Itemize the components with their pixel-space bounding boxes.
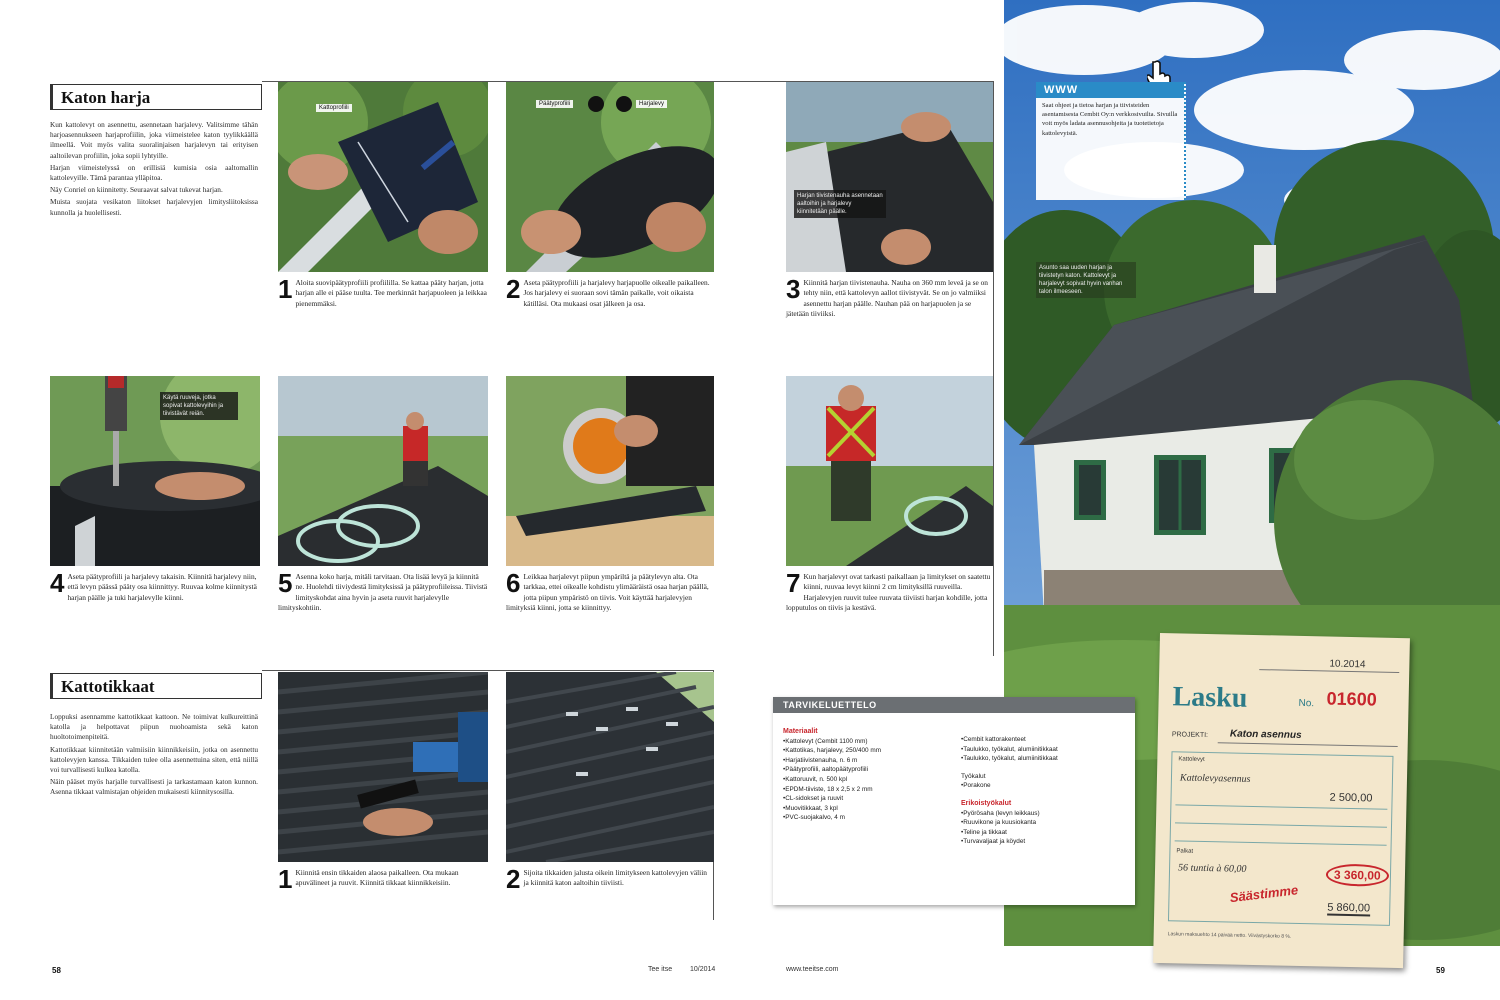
page-number-left: 58 [52, 966, 61, 975]
row-rule [1175, 840, 1387, 845]
section-title-ridge: Katon harja [50, 84, 262, 110]
special-tools-heading: Erikoistyökalut [961, 799, 1012, 807]
photo-step-3 [786, 82, 993, 272]
date-rule [1259, 669, 1399, 673]
ladder-intro [50, 712, 258, 912]
photo-step-6 [506, 376, 714, 566]
section-title-ladder: Kattotikkaat [50, 673, 262, 699]
step-number: 6 [506, 568, 521, 598]
step-text: Aseta päätyprofiili ja harjalevy takaisin. Kiinnitä harjalevy niin, että levyn päässä pääty osa kiinnittyy. Ruuvaa kolme kiinnitystä harjan päälle ja tuki harjalevylle kiinni. [67, 572, 257, 602]
step-number: 5 [278, 568, 293, 598]
material-item: • Kattolevyt (Cembit 1100 mm) [783, 737, 953, 747]
photo-step-2 [506, 82, 714, 272]
step-text: Asenna koko harja, mitäli tarvitaan. Ota lisää levyä ja kiinnitä ne. Huolehdi tiiviydestä limityksissä ja päätyprofiileissa. Tiivistä limityskohdat aina hyvin ja aseta ruuvit harjalevylle limityskohtiin. [278, 572, 488, 613]
label-p4: Käytä ruuveja, jotka sopivat kattolevyihin ja tiivistävät reiän. [160, 392, 238, 420]
row1-amount: 2 500,00 [1329, 791, 1373, 805]
step-text: Aloita suovipäätyprofiili profiililla. Se kattaa pääty harjan, jotta harjan alle ei pääse tuulta. Tee merkinnät harjapuoleen ja leikkaa pienemmäksi. [295, 278, 487, 308]
ridge-intro-p1: Kun kattolevyt on asennettu, asennetaan harjalevy. Valitsimme tähän harjoasennukseen harjaprofiilin, joka viimeistelee katon tyylikkäällä ilmeellä. Voit myös valita suoralinjaisen harjalevyn tai erityisen aaltoilevan profiilin, joka sopii lyhtyille. [50, 120, 258, 160]
photo-ladder-2 [506, 672, 714, 862]
ridge-intro-p3: Näy Conriel on kiinnitetty. Seuraavat salvat tukevat harjan. [50, 185, 223, 195]
row-rule [1175, 804, 1387, 809]
invoice-card [1153, 633, 1410, 968]
material-item: • Päätyprofiili, aaltopäätyprofiili [783, 765, 953, 775]
material-item: • PVC-suojakalvo, 4 m [783, 813, 953, 823]
invoice-number: 01600 [1326, 688, 1377, 710]
tools-list-box [773, 697, 1135, 905]
label-p3: Harjan tiivistenauha asennetaan aaltoihin ja harjalevy kiinnitetään päälle. [794, 190, 886, 218]
project-rule [1218, 742, 1398, 747]
issue-label: 10/2014 [690, 966, 716, 973]
tool-item: • Turvavaljaat ja köydet [961, 837, 1131, 847]
invoice-date: 10.2014 [1329, 658, 1366, 671]
ridge-intro [50, 120, 258, 340]
photo-step-4 [50, 376, 260, 566]
ladder-top-rule [262, 670, 714, 671]
material-item: • EPDM-tiiviste, 18 x 2,5 x 2 mm [783, 785, 953, 795]
step-7-caption [786, 568, 991, 614]
photo-ladder-1 [278, 672, 488, 862]
magazine-name: Tee itse [648, 966, 673, 973]
invoice-title: Lasku [1172, 681, 1248, 714]
step-4-caption [50, 568, 260, 603]
invoice-total: 5 860,00 [1327, 901, 1371, 915]
ladder-intro-p3: Näin pääset myös harjalle turvallisesti ja tarkastamaan katon kunnon. Asenna tikkaat valmistajan ohjeiden mukaisesti kiinnitysosilla. [50, 777, 258, 797]
step-number: 1 [278, 864, 293, 894]
tools-heading: TARVIKELUETTELO [773, 697, 1135, 713]
ladder-step-2-caption [506, 864, 714, 894]
step-number: 1 [278, 274, 293, 304]
step-2-caption [506, 274, 714, 309]
tool-item: • Pyörösaha (levyn leikkaus) [961, 809, 1131, 819]
tools-col-materials [783, 725, 953, 823]
tools-heading-2: Työkalut [961, 772, 986, 780]
material-item: • CL-sidokset ja ruuvit [783, 794, 953, 804]
ridge-intro-p4: Muista suojata vesikaton liitokset harjalevyjen limitysliitoksissa kunnolla ja huolellisesti. [50, 197, 258, 217]
tool-item: • Ruuvikone ja kuusiokanta [961, 818, 1131, 828]
project-label: PROJEKTI: [1171, 731, 1209, 740]
step-1-caption [278, 274, 488, 309]
right-rule [993, 81, 994, 656]
material-item: • Harjatiivistenauha, n. 6 m [783, 756, 953, 766]
tool-item: • Teline ja tikkaat [961, 828, 1131, 838]
row1-desc: Kattolevyasennus [1179, 772, 1251, 785]
step-text: Kun harjalevyt ovat tarkasti paikallaan ja limitykset on saatettu kiinni, ruuvaa levyt kiinni 2 cm limityksillä ruuveilla. Harjalevyjen ruuvit tulee ruuvata tiiviisti harjan kohdille, jotta lopputulos on tiivis ja kestävä. [786, 572, 991, 613]
row2-label: Palkat [1176, 848, 1194, 855]
photo-step-1 [278, 82, 488, 272]
step-text: Kiinnitä ensin tikkaiden alaosa paikalleen. Ota mukaan apuvälineet ja ruuvit. Kiinnitä tikkaat kiinnikkeisiin. [295, 868, 459, 888]
saved-stamp: Säästimme [1228, 882, 1299, 906]
ridge-intro-p2: Harjan viimeistelyssä on erillisiä kumisia osia aaltomallin kattolevyille. Tämä parantaa ylläpitoa. [50, 162, 258, 183]
ladder-intro-p1: Loppuksi asennamme kattotikkaat kattoon. Ne toimivat kulkureittinä katolla ja helpottavat piipun nuohoamista sekä katon huoltotoimenpiteitä. [50, 712, 258, 742]
website-label: www.teeitse.com [786, 966, 839, 973]
house-caption: Asunto saa uuden harjan ja tiivistetyn katon. Kattolevyt ja harjalevyt sopivat hyvin vanhan talon ilmeeseen. [1036, 262, 1136, 298]
invoice-footer: Laskun maksuehto 14 päivää netto. Viivästyskorko 8 %. [1167, 931, 1292, 940]
label-p1: Kattoprofiili [316, 104, 352, 112]
step-text: Sijoita tikkaiden jalusta oikein limitykseen kattolevyjen väliin ja kiinnitä katon aaltoihin tiiviisti. [523, 868, 707, 888]
step-5-caption [278, 568, 488, 614]
row-rule [1175, 822, 1387, 827]
row2-desc: 56 tuntia à 60,00 [1177, 862, 1247, 875]
step-text: Kiinnitä harjan tiivistenauha. Nauha on 360 mm leveä ja se on tehty niin, että kattolevyn aallot tiivistyvät. Se on jo valmiiksi asennettu harjan päälle. Nauhan pää on harjapuolen ja se jätetään tiiviiksi. [786, 278, 988, 319]
www-text: Saat ohjeet ja tietoa harjan ja tiivisteiden asentamisesta Cembit Oy:n verkkosivuilta. Sivuilla voit myös ladata asennusohjeita ja tuotetietoja kattolevyistä. [1042, 102, 1178, 137]
tool-item: • Taulukko, työkalut, alumiinitikkaat [961, 754, 1131, 764]
step-number: 7 [786, 568, 801, 598]
step-number: 4 [50, 568, 65, 598]
step-text: Leikkaa harjalevyt piipun ympäriltä ja päätylevyn alta. Ota tarkkaa, ettei oikealle kohdistu ylimääräistä osaa harjan päällä, jotta piipun ympäristö on tiivis. Voit käyttää harjalevyjen limityksiä kiinni, jotta se kiinnittyy. [506, 572, 709, 613]
step-number: 2 [506, 274, 521, 304]
invoice-table [1168, 751, 1394, 926]
label-p2b: Harjalevy [636, 100, 667, 108]
label-p2a: Päätyprofiili [536, 100, 573, 108]
step-3-caption [786, 274, 991, 320]
www-box [1036, 82, 1186, 200]
invoice-no-label: No. [1298, 697, 1315, 710]
tool-item: • Cembit kattorakenteet [961, 735, 1131, 745]
www-heading: WWW [1036, 82, 1184, 98]
step-text: Aseta päätyprofiili ja harjalevy harjapuolle oikealle paikalleen. Jos harjalevy ei suoraan sovi tämän paikalle, voit oikaista kätilläsi. Ota mukaasi osat jälkeen ja osa. [523, 278, 710, 308]
ladder-intro-p2: Kattotikkaat kiinnitetään valmiisiin kiinnikkeisiin, jotka on asennettu kattolevyjen kanssa. Tikkaiden tulee olla asennettuina siten, että niillä voi turvallisesti kulkea katolla. [50, 744, 258, 775]
tool-item: • Taulukko, työkalut, alumiinitikkaat [961, 745, 1131, 755]
tools-col-tools [961, 735, 1131, 847]
step-6-caption [506, 568, 714, 614]
tool-item: • Porakone [961, 781, 1131, 791]
page-number-right: 59 [1436, 966, 1445, 975]
photo-step-5 [278, 376, 488, 566]
material-item: • Kattotikas, harjalevy, 250/400 mm [783, 746, 953, 756]
ladder-step-1-caption [278, 864, 488, 894]
material-item: • Kattoruuvit, n. 500 kpl [783, 775, 953, 785]
row2-amount: 3 360,00 [1326, 864, 1389, 887]
row1-label: Kattolevyt [1178, 756, 1205, 763]
step-number: 3 [786, 274, 801, 304]
materials-heading: Materiaalit [783, 728, 818, 735]
photo-step-7 [786, 376, 993, 566]
material-item: • Muovitikkaat, 3 kpl [783, 804, 953, 814]
project-value: Katon asennus [1229, 728, 1302, 741]
step-number: 2 [506, 864, 521, 894]
